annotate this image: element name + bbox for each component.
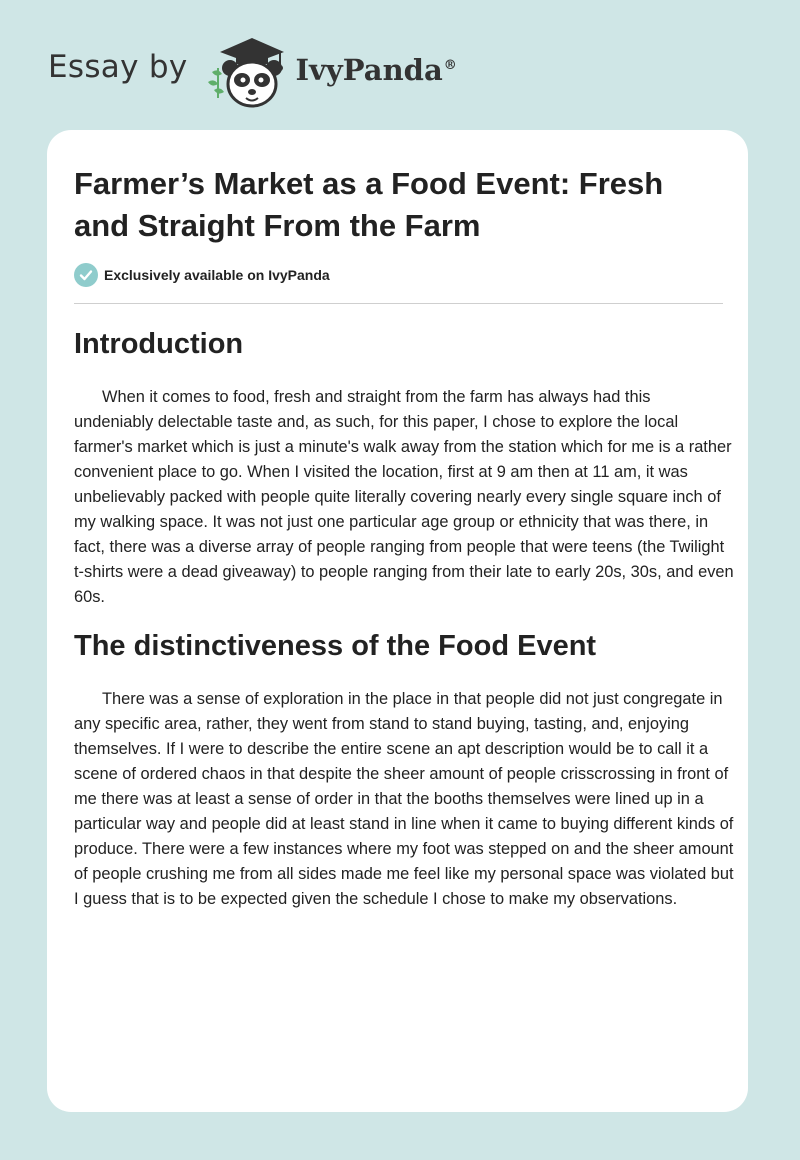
article-title: Farmer’s Market as a Food Event: Fresh and Straight From the Farm: [74, 166, 664, 243]
section-heading-distinctiveness: The distinctiveness of the Food Event: [74, 630, 597, 662]
section-heading-introduction: Introduction: [74, 328, 244, 360]
section-paragraph-introduction: When it comes to food, fresh and straight from the farm has always had this undeniably delectable taste and, as such, for this paper, I chose to explore the local farmer's market which is just a minute's walk away from the station which for me is a rather convenient place to go. When I visited the location, first at 9 am then at 11 am, it was unbelievably packed with people quite literally covering nearly every single square inch of my walking space. It was not just one particular age group or ethnicity that was there, in fact, there was a diverse array of people ranging from people that were teens (the Twilight t-shirts were a dead giveaway) to people ranging from their late to early 20s, 30s, and even 60s.: [74, 388, 734, 606]
brand-header[interactable]: [48, 32, 457, 112]
brand-name: IvyPanda®: [295, 53, 457, 87]
panda-graduate-icon: [202, 32, 292, 112]
brand-prefix: Essay by: [48, 49, 188, 85]
check-icon: [74, 263, 98, 287]
section-paragraph-distinctiveness: There was a sense of exploration in the place in that people did not just congregate in any specific area, rather, they went from stand to stand buying, tasting, and, enjoying themselves. If I were to describe the entire scene an apt description would be to call it a scene of ordered chaos in that despite the sheer amount of people crisscrossing in front of me there was at least a sense of order in that the booths themselves were lined up in a particular way and people did at least stand in line when it came to buying different kinds of produce. There were a few instances where my foot was stepped on and the sheer amount of people crushing me from all sides made me feel like my personal space was violated but I guess that is to be expected given the schedule I chose to make my observations.: [74, 690, 734, 908]
article-card: [47, 130, 748, 1112]
divider: [74, 303, 723, 304]
badge-text: Exclusively available on IvyPanda: [104, 267, 330, 283]
exclusive-badge: [74, 263, 330, 287]
